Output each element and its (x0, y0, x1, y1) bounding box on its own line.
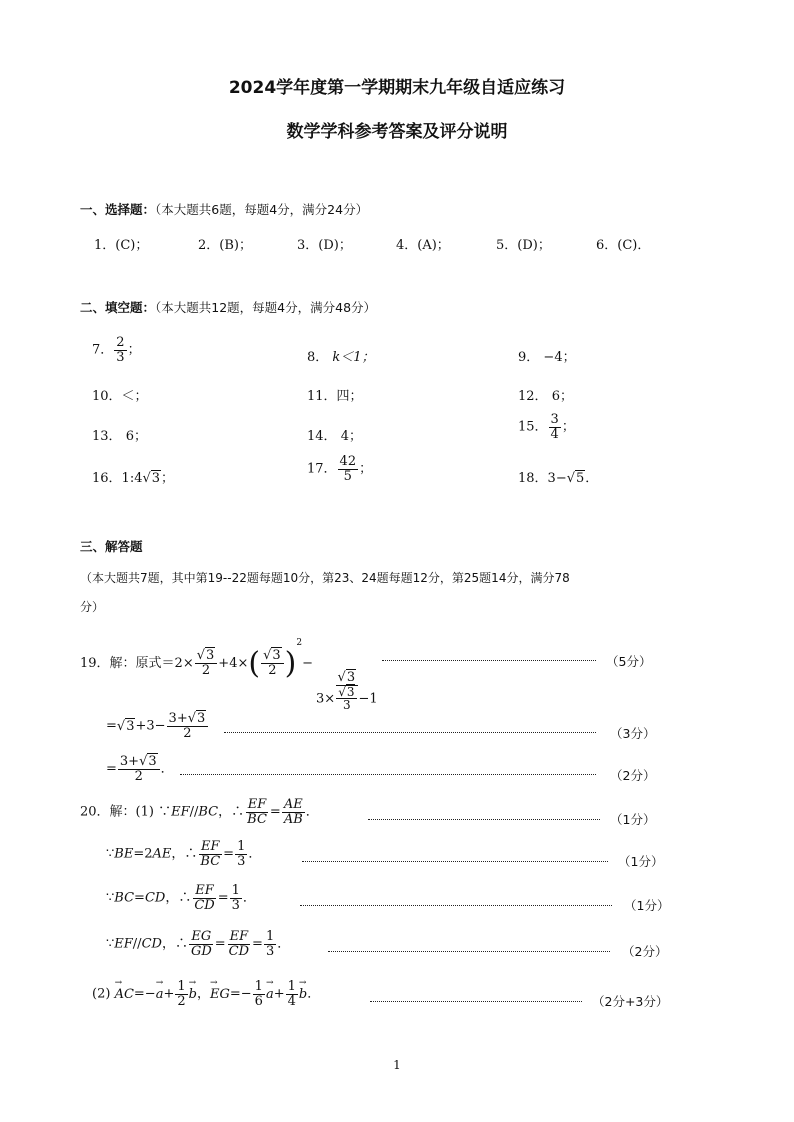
q20-part2-label: (2) (92, 986, 111, 1002)
leader-dots (302, 861, 608, 862)
q20-line5: (2) AC →=−a →+ $\frac{1}{2}$ b →，EG →=− $\frac{1}{6}$ a →+ $\frac{1}{4}$ b →． (92, 980, 320, 1008)
section-3-note-line1: （本大题共7题，其中第19--22题每题10分，第23、24题每题12分，第25题14分，满分78 (80, 571, 570, 585)
leader-dots (368, 819, 600, 820)
q19-score-3: （2分） (610, 768, 656, 783)
answer-5: 5．(D)； (496, 238, 551, 253)
fill-answer-12: 12． 6； (518, 389, 573, 404)
leader-dots (382, 660, 596, 661)
fill-answer-14: 14． 4； (307, 429, 362, 444)
section-1-heading (80, 200, 368, 218)
q20-line1: 20．解：(1) ∵EF//BC，∴ $\frac{EF}{BC}$ = $\frac{AE}{AB}$ ． (80, 797, 319, 827)
section-2-note: （本大题共12题，每题4分，满分48分） (155, 300, 377, 315)
q19-line1: 19．解：原式＝2× $\frac{√3}{2}$ +4×( $\frac{√3}{2}$ )$^2$− √3 3× $\frac{√3}{3}$ −1 (80, 638, 378, 713)
q20-label: 20．解：(1) (80, 804, 154, 820)
q20-score-2: （1分） (618, 854, 664, 869)
section-2-heading (80, 298, 376, 316)
q19-score-1: （5分） (606, 654, 652, 669)
leader-dots (370, 1001, 582, 1002)
leader-dots (328, 951, 610, 952)
section-1-note: （本大题共6题，每题4分，满分24分） (155, 202, 369, 217)
q20-score-3: （1分） (624, 898, 670, 913)
fill-answer-8: 8． k＜1； (307, 350, 375, 365)
answer-1: 1．(C)； (94, 238, 149, 253)
q20-line2: ∵BE=2AE，∴ $\frac{EF}{BC}$ = $\frac{1}{3}$ ． (106, 839, 262, 869)
fill-answer-11: 11．四； (307, 389, 363, 404)
q20-score-1: （1分） (610, 812, 656, 827)
fill-answer-16: 16．1:4√3； (92, 471, 175, 486)
leader-dots (224, 732, 596, 733)
document-title: 2024学年度第一学期期末九年级自适应练习 (228, 78, 566, 98)
section-3-heading: 三、解答题 (80, 539, 143, 554)
q15-fraction: $\frac{3}{4}$ (550, 412, 559, 442)
leader-dots (180, 774, 596, 775)
section-3-note-line2: 分） (80, 600, 105, 614)
q20-score-5: （2分+3分） (592, 994, 669, 1009)
q20-line4: ∵EF//CD，∴ $\frac{EG}{GD}$ = $\frac{EF}{CD}$ = $\frac{1}{3}$ ． (106, 929, 291, 959)
q19-score-2: （3分） (610, 726, 656, 741)
section-1-title: 一、选择题： (80, 202, 156, 217)
sqrt-symbol: √3 (142, 471, 161, 486)
fill-answer-13: 13． 6； (92, 429, 147, 444)
document-subtitle: 数学学科参考答案及评分说明 (286, 122, 508, 142)
fill-answer-9: 9． −4； (518, 350, 576, 365)
fill-answer-7: 7． $\frac{2}{3}$ ； (92, 335, 141, 365)
q17-fraction: $\frac{42}{5}$ (339, 454, 357, 484)
q19-line3: = $\frac{3+√3}{2}$ ． (106, 754, 174, 784)
q20-score-4: （2分） (622, 944, 668, 959)
fill-answer-18: 18．3−√5． (518, 471, 599, 486)
q20-line3: ∵BC=CD，∴ $\frac{EF}{CD}$ = $\frac{1}{3}$ ． (106, 883, 256, 913)
q7-fraction: $\frac{2}{3}$ (116, 335, 125, 365)
q19-line2: =√3+3− $\frac{3+√3}{2}$ (106, 712, 209, 740)
leader-dots (300, 905, 612, 906)
section-2-title: 二、填空题： (80, 300, 156, 315)
fill-answer-15: 15． $\frac{3}{4}$ ； (518, 412, 575, 442)
answer-4: 4．(A)； (396, 238, 450, 253)
answer-2: 2．(B)； (198, 238, 252, 253)
answer-3: 3．(D)； (297, 238, 352, 253)
page-number: 1 (393, 1058, 401, 1072)
sqrt-symbol: √5 (566, 471, 585, 486)
answer-6: 6．(C)． (596, 238, 651, 253)
fill-answer-17: 17． $\frac{42}{5}$ ； (307, 454, 373, 484)
q7-number: 7． (92, 342, 114, 358)
fill-answer-10: 10．＜； (92, 389, 148, 404)
q19-label: 19．解：原式＝ (80, 656, 175, 671)
